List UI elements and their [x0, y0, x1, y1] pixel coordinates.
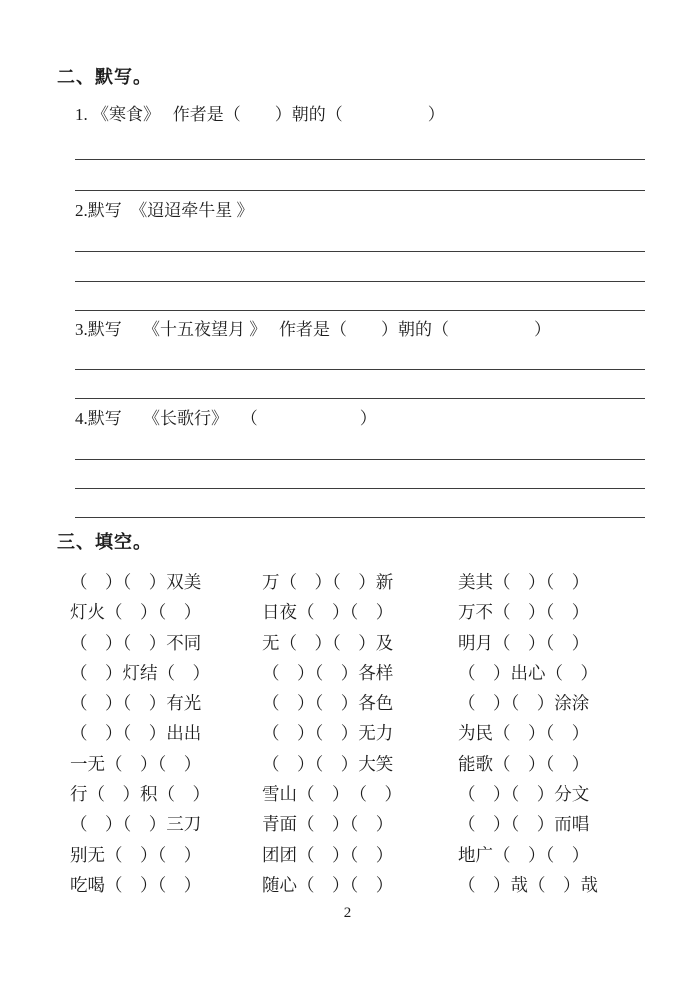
fill-cell: （ ）哉（ ）哉 [458, 874, 598, 895]
fill-cell: 团团（ ）（ ） [262, 844, 394, 865]
answer-line [75, 251, 645, 252]
fill-cell: 万不（ ）（ ） [458, 602, 590, 623]
fill-cell: （ ）（ ）三刀 [70, 814, 202, 835]
moxie-item-1: 1. 《寒食》 作者是（ ）朝的（ ） [75, 105, 445, 124]
fill-cell: 吃喝（ ）（ ） [70, 874, 202, 895]
answer-line [75, 281, 645, 282]
fill-cell: 灯火（ ）（ ） [70, 602, 202, 623]
answer-line [75, 459, 645, 460]
fill-cell: （ ）（ ）双美 [70, 572, 202, 592]
section-moxie-title: 二、默写。 [57, 67, 152, 87]
fill-cell: （ ）（ ）涂涂 [458, 693, 590, 714]
fill-cell: （ ）（ ）各样 [262, 662, 394, 683]
fill-cell: 一无（ ）（ ） [70, 753, 202, 774]
fill-cell: 万（ ）（ ）新 [262, 572, 394, 592]
answer-line [75, 369, 645, 370]
fill-cell: 为民（ ）（ ） [458, 723, 590, 744]
fill-cell: 地广（ ）（ ） [458, 844, 590, 865]
fill-cell: 美其（ ）（ ） [458, 572, 590, 592]
page-number: 2 [343, 905, 352, 922]
fill-cell: 明月（ ）（ ） [458, 632, 590, 653]
answer-line [75, 488, 645, 489]
fill-cell: 别无（ ）（ ） [70, 844, 202, 865]
answer-line [75, 310, 645, 311]
fill-cell: （ ）（ ）大笑 [262, 753, 394, 774]
fill-cell: （ ）（ ）分文 [458, 784, 590, 805]
answer-line [75, 190, 645, 191]
answer-line [75, 517, 645, 518]
fill-cell: 随心（ ）（ ） [262, 874, 394, 895]
answer-line [75, 398, 645, 399]
fill-blank-grid [70, 567, 658, 900]
fill-cell: （ ）（ ）出出 [70, 723, 202, 744]
fill-cell: 青面（ ）（ ） [262, 814, 394, 835]
fill-cell: 无（ ）（ ）及 [262, 632, 394, 653]
fill-cell: （ ）灯结（ ） [70, 662, 210, 683]
fill-cell: （ ）（ ）不同 [70, 632, 202, 653]
moxie-item-4: 4.默写 《长歌行》 （ ） [75, 409, 377, 428]
fill-cell: 行（ ）积（ ） [70, 784, 210, 805]
fill-cell: 雪山（ ） （ ） [262, 784, 402, 805]
fill-cell: （ ）（ ）有光 [70, 693, 202, 714]
fill-cell: （ ）（ ）无力 [262, 723, 394, 744]
moxie-item-2: 2.默写 《迢迢牵牛星 》 [75, 201, 254, 220]
fill-cell: （ ）（ ）而唱 [458, 814, 590, 835]
section-tiankong-title: 三、填空。 [57, 532, 152, 552]
fill-cell: 能歌（ ）（ ） [458, 753, 590, 774]
moxie-item-3: 3.默写 《十五夜望月 》 作者是（ ）朝的（ ） [75, 320, 551, 339]
fill-cell: 日夜（ ）（ ） [262, 602, 394, 623]
answer-line [75, 159, 645, 160]
fill-cell: （ ）（ ）各色 [262, 693, 394, 714]
fill-cell: （ ）出心（ ） [458, 662, 598, 683]
